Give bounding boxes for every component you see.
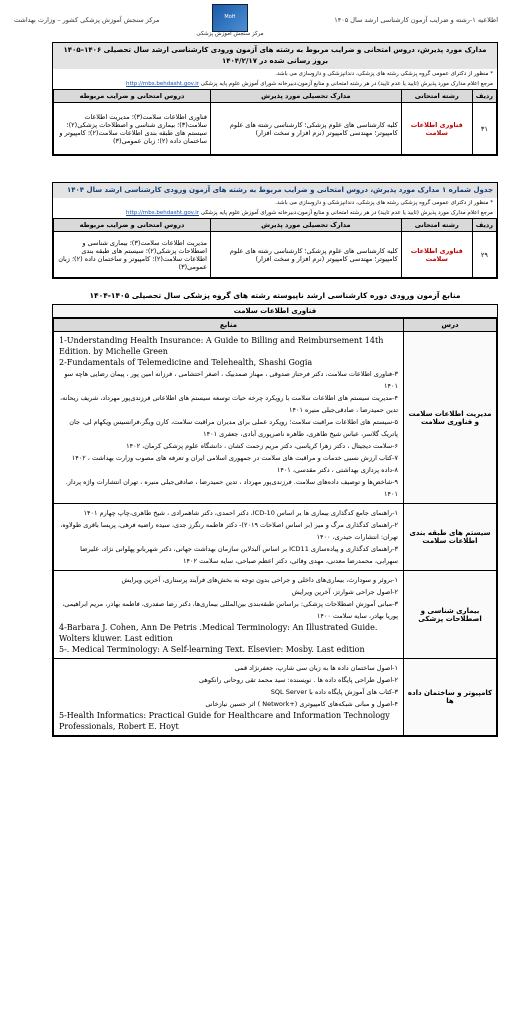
reference-item: ۲-راهنمای کدگذاری مرگ و میر (بر اساس اصلاحات ۲۰۱۹)- دکتر فاطمه رنگرز جدی، سیده راضیه فرهی، پریسا باقری طولاوه، تهران: انتشارات حیدری، ۱۴۰۰ (60, 521, 398, 541)
reference-item: ۱-اصول ساختمان داده ها به زبان سی شارپ، جعفرنژاد قمی (234, 664, 398, 672)
block1-title-line1: مدارک مورد پذیرش، دروس امتحانی و ضرایب مربوط به رشته های آزمون ورودی کارشناسی ارشد سال تحصیلی ۱۴۰۶–۱۴۰۵ (63, 46, 487, 54)
block1-title (53, 43, 497, 69)
block1-title-line2: بروز رسانی شده در ۱۴۰۴/۲/۱۷ (221, 57, 329, 65)
reference-list (54, 504, 404, 571)
reference-item: ۹-شاخص‌ها و توصیف داده‌های سلامت. فرزندی‌پور مهرداد ، تدین حمیدرضا ، صادقی‌جبلی منیره ، تهران انتشارات واژه پرداز. ۱۴۰۱ (65, 478, 398, 498)
source-row (54, 504, 497, 571)
block1-url-link[interactable]: http://mbs.behdasht.gov.ir (126, 81, 200, 87)
reference-item: 2-Fundamentals of Telemedicine and Telehealth, Shashi Gogia (59, 358, 313, 367)
reference-item: ۱-راهنمای جامع کدگذاری بیماری ها بر اساس ICD-10، دکتر احمدی، دکتر شاهمرادی ، شیخ طاهری،چاپ چهارم ۱۴۰۱ (83, 509, 398, 517)
source-row (54, 332, 497, 504)
reference-item: ۲-اصول طراحی پایگاه داده ها . نویسنده: سید محمد تقی روحانی رانکوهی (198, 676, 398, 684)
sources-grid (53, 318, 497, 736)
source-row (54, 659, 497, 736)
block1-note2 (53, 79, 497, 89)
block1-note2-text: مرجع اعلام مدارک مورد پذیرش (تایید یا عدم تایید) در هر رشته امتحانی و منابع آزمون،دبیرخانه شورای آموزش علوم پایه پزشکی (200, 81, 493, 87)
lesson-name: سیستم های طبقه بندی اطلاعات سلامت (404, 504, 497, 571)
reference-item: 4-Barbara J. Cohen, Ann De Petris .Medical Terminology: An Illustrated Guide. Wolters kluwer. Last edition (59, 623, 378, 643)
page-header (14, 4, 498, 38)
reference-item: 1-Understanding Health Insurance: A Guide to Billing and Reimbursement 14th Edition. by Michelle Green (59, 336, 384, 356)
reference-item: ۷-کتاب ارزش نسبی خدمات و مراقبت های سلامت در جمهوری اسلامی ایران و تعرفه های مصوب وزارت بهداشت ، ۱۴۰۲ (71, 454, 398, 462)
col-header-courses: دروس امتحانی و ضرایب مربوطه (54, 90, 211, 103)
accepted-degrees: کلیه کارشناسی های علوم پزشکی؛ کارشناسی رشته های علوم کامپیوتر؛ مهندسی کامپیوتر (نرم افزار و سخت افزار) (211, 103, 402, 155)
col-header-field: رشته امتحانی (401, 219, 472, 232)
header-right-text: اطلاعیه ۱-رشته و ضرایب آزمون کارشناسی ارشد سال ۱۴۰۵ (334, 16, 498, 24)
accepted-degrees: کلیه کارشناسی های علوم پزشکی؛ کارشناسی رشته های علوم کامپیوتر؛ مهندسی کامپیوتر (نرم افزار و سخت افزار) (211, 232, 402, 278)
row-number: ۲۹ (472, 232, 496, 278)
admission-table-1405 (52, 42, 498, 156)
row-number: ۳۱ (472, 103, 496, 155)
col-header-lesson: درس (404, 319, 497, 332)
col-header-degrees: مدارک تحصیلی مورد پذیرش (211, 90, 402, 103)
ministry-logo-icon: MoH (212, 4, 248, 32)
reference-item: ۳-مبانی آموزش اصطلاحات پزشکی: براساس طبقه‌بندی بین‌المللی بیماری‌ها، دکتر رضا صفدری، فاطمه بهادر، مریم ابراهیمی، پوریا بهادر، سایه سلامت ۱۴۰۰ (62, 600, 398, 620)
field-name: فناوری اطلاعات سلامت (401, 232, 472, 278)
source-row (54, 571, 497, 659)
sources-table (52, 304, 498, 737)
reference-item: ۵-سیستم های اطلاعات مراقبت سلامت؛ رویکرد عملی برای مدیران مراقبت سلامت، کارن ویگر،فرانسیس ویکهام لی، جان پاتریک گلاسر، عباس شیخ طاهری، طاهره ناصرپوری آبادی، جعفری ۱۴۰۱ (69, 418, 398, 438)
col-header-field: رشته امتحانی (401, 90, 472, 103)
reference-item: ۱-بروئر و سودارث، بیماری‌های داخلی و جراحی بدون توجه به بخش‌های فرآیند پرستاری، آخرین ویرایش (121, 576, 398, 584)
reference-item: ۴-مدیریت سیستم های اطلاعات سلامت با رویکرد چرخه حیات توسعه سیستم های اطلاعاتی فرزندی‌پور مهرداد، شریف ریحانه، تدین حمیدرضا ، صادقی‌جبلی منیره ۱۴۰۱ (60, 394, 398, 414)
lesson-name: مدیریت اطلاعات سلامت و فناوری سلامت (404, 332, 497, 504)
lesson-name: کامپیوتر و ساختمان داده ها (404, 659, 497, 736)
exam-courses: مدیریت اطلاعات سلامت(۳)؛ بیماری شناسی و اصطلاحات پزشکی(۲)؛ سیستم های طبقه بندی اطلاعات سلامت(۲)؛ کامپیوتر و ساختمان داده (۲)؛ زبان عمومی(۳) (54, 232, 211, 278)
col-header-row-number: ردیف (472, 90, 496, 103)
block2-url-link[interactable]: http://mbs.behdasht.gov.ir (126, 210, 200, 216)
block1-note1: * منظور از دکترای عمومی گروه پزشکی رشته های پزشکی، دندانپزشکی و داروسازی می باشد. (275, 71, 493, 77)
field-name: فناوری اطلاعات سلامت (401, 103, 472, 155)
block2-table (53, 218, 497, 278)
header-left-text: مرکز سنجش آموزش پزشکی کشور – وزارت بهداشت (14, 16, 160, 24)
reference-list (54, 332, 404, 504)
reference-list (54, 659, 404, 736)
exam-courses: فناوری اطلاعات سلامت(۳)؛ مدیریت اطلاعات سلامت(۳)؛ بیماری شناسی و اصطلاحات پزشکی(۲)؛ سیستم های طبقه بندی اطلاعات سلامت(۲)؛ کامپیوتر و ساختمان داده (۲)؛ زبان عمومی(۳) (54, 103, 211, 155)
col-header-courses: دروس امتحانی و ضرایب مربوطه (54, 219, 211, 232)
block1-table (53, 89, 497, 155)
reference-item: ۸-داده پردازی بهداشتی ، دکتر مقدسی، ۱۴۰۱ (276, 466, 398, 474)
reference-item: ۲-اصول جراحی شوارتز، آخرین ویرایش (291, 588, 398, 596)
block2-note1: * منظور از دکترای عمومی گروه پزشکی رشته های پزشکی، دندانپزشکی و داروسازی می باشد. (275, 200, 493, 206)
reference-list (54, 571, 404, 659)
reference-item: ۳-کتاب های آموزش پایگاه داده با SQL Server (270, 688, 398, 696)
sources-title: منابع آزمون ورودی دوره کارشناسی ارشد ناپیوسته رشته های گروه پزشکی سال تحصیلی ۱۴۰۵-۱۴۰۴ (89, 291, 461, 300)
reference-item: ۶-سلامت دیجیتال ، دکتر زهرا کریاسی، دکتر مریم زحمت کشان ، دانشگاه علوم پزشکی کرمان، ۱۴۰۲ (126, 442, 398, 450)
col-header-references: منابع (54, 319, 404, 332)
reference-item: ۳-راهنمای کدگذاری و پیاده‌سازی ICD11 بر اساس آلبدلاین سازمان بهداشت جهانی، دکتر شهربانو پهلوانی نژاد، علیرضا سهرابی، محمدرضا معدنی، مهدی وفائی، دکتر اعظم صباحی، سایه سلامت ۱۴۰۲ (80, 545, 398, 565)
admission-table-1404 (52, 182, 498, 279)
reference-item: 5-. Medical Terminology: A Self-learning Text. Elsevier: Mosby. Last edition (59, 645, 365, 654)
col-header-row-number: ردیف (472, 219, 496, 232)
reference-item: 5-Health Informatics: Practical Guide for Healthcare and Information Technology Professionals, Robert E. Hoyt (59, 711, 390, 731)
reference-item: ۳-فناوری اطلاعات سلامت، دکتر فرحناز صدوقی ، مهناز صمدبیک ، اصغر احتشامی ، فرزانه امین پور ، پیمان رضایی هاچه سو ۱۴۰۱ (64, 370, 398, 390)
block2-note2-text: مرجع اعلام مدارک مورد پذیرش (تایید یا عدم تایید) در هر رشته امتحانی و منابع آزمون،دبیرخانه شورای آموزش علوم پایه پزشکی (200, 210, 493, 216)
block2-title: جدول شماره ۱ مدارک مورد پذیرش، دروس امتحانی و ضرایب مربوط به رشته های آزمون ورودی کارشناسی ارشد سال ۱۴۰۴ (53, 183, 497, 198)
lesson-name: بیماری شناسی و اصطلاحات پزشکی (404, 571, 497, 659)
logo-caption: مرکز سنجش آموزش پزشکی (196, 31, 264, 37)
col-header-degrees: مدارک تحصیلی مورد پذیرش (211, 219, 402, 232)
block2-note2 (53, 208, 497, 218)
sources-subhead: فناوری اطلاعات سلامت (53, 305, 497, 318)
reference-item: ۴-اصول و مبانی شبکه‌های کامپیوتری (+Network ) اثر حسین نیازخانی (205, 700, 398, 708)
